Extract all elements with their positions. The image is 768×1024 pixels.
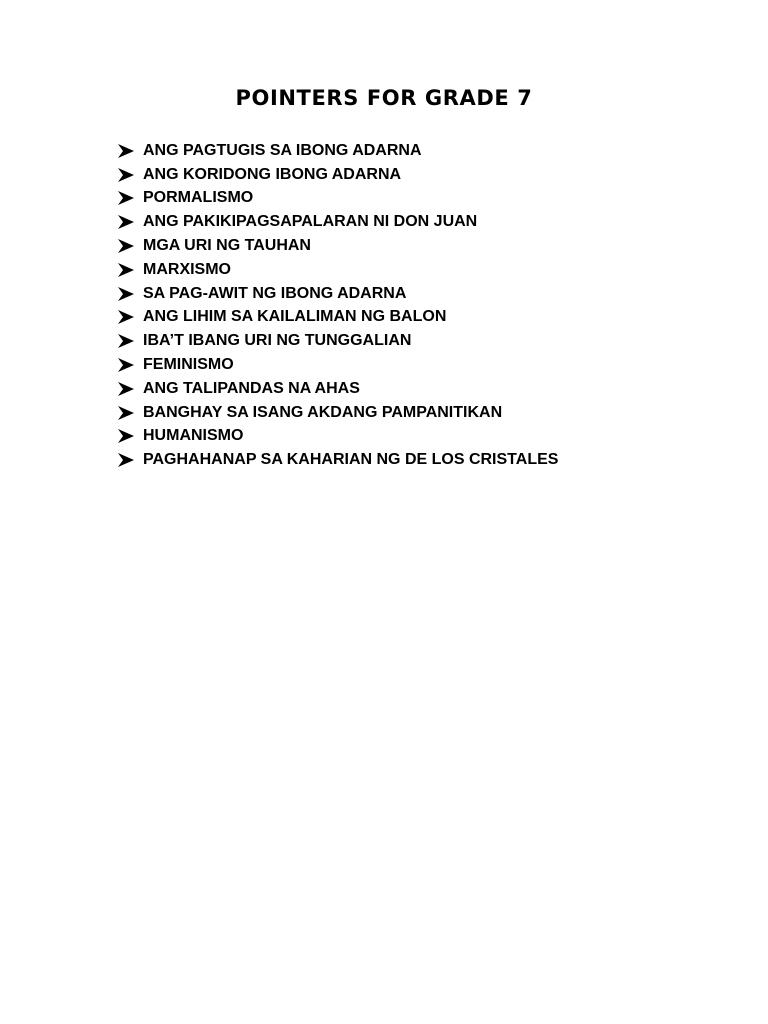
list-item — [116, 401, 558, 425]
pointer-label: ANG KORIDONG IBONG ADARNA — [143, 165, 402, 183]
list-item — [116, 187, 558, 211]
arrow-bullet-icon — [116, 238, 136, 254]
pointer-label: MARXISMO — [143, 260, 231, 278]
pointer-label: BANGHAY SA ISANG AKDANG PAMPANITIKAN — [143, 403, 503, 421]
arrow-bullet-icon — [116, 381, 136, 397]
list-item — [116, 139, 558, 163]
list-item — [116, 425, 558, 449]
list-item — [116, 163, 558, 187]
pointer-label: PAGHAHANAP SA KAHARIAN NG DE LOS CRISTALES — [143, 451, 559, 469]
page-title: POINTERS FOR GRADE 7 — [235, 86, 533, 110]
arrow-bullet-icon — [116, 405, 136, 421]
pointer-label: ANG TALIPANDAS NA AHAS — [143, 379, 360, 397]
pointer-label: IBA’T IBANG URI NG TUNGGALIAN — [143, 332, 412, 350]
pointer-label: ANG PAGTUGIS SA IBONG ADARNA — [143, 141, 422, 159]
pointer-label: FEMINISMO — [143, 356, 234, 374]
arrow-bullet-icon — [116, 262, 136, 278]
pointer-label: MGA URI NG TAUHAN — [143, 237, 311, 255]
list-item — [116, 377, 558, 401]
pointer-list — [116, 139, 558, 472]
arrow-bullet-icon — [116, 309, 136, 325]
arrow-bullet-icon — [116, 167, 136, 183]
pointer-label: HUMANISMO — [143, 427, 244, 445]
list-item — [116, 210, 558, 234]
list-item — [116, 306, 558, 330]
list-item — [116, 353, 558, 377]
list-item — [116, 234, 558, 258]
list-item — [116, 448, 558, 472]
arrow-bullet-icon — [116, 452, 136, 468]
pointer-label: SA PAG-AWIT NG IBONG ADARNA — [143, 284, 407, 302]
arrow-bullet-icon — [116, 357, 136, 373]
arrow-bullet-icon — [116, 333, 136, 349]
list-item — [116, 329, 558, 353]
arrow-bullet-icon — [116, 190, 136, 206]
arrow-bullet-icon — [116, 428, 136, 444]
list-item — [116, 258, 558, 282]
pointer-label: PORMALISMO — [143, 189, 254, 207]
pointer-label: ANG LIHIM SA KAILALIMAN NG BALON — [143, 308, 447, 326]
arrow-bullet-icon — [116, 214, 136, 230]
arrow-bullet-icon — [116, 286, 136, 302]
pointer-label: ANG PAKIKIPAGSAPALARAN NI DON JUAN — [143, 213, 478, 231]
arrow-bullet-icon — [116, 143, 136, 159]
list-item — [116, 282, 558, 306]
